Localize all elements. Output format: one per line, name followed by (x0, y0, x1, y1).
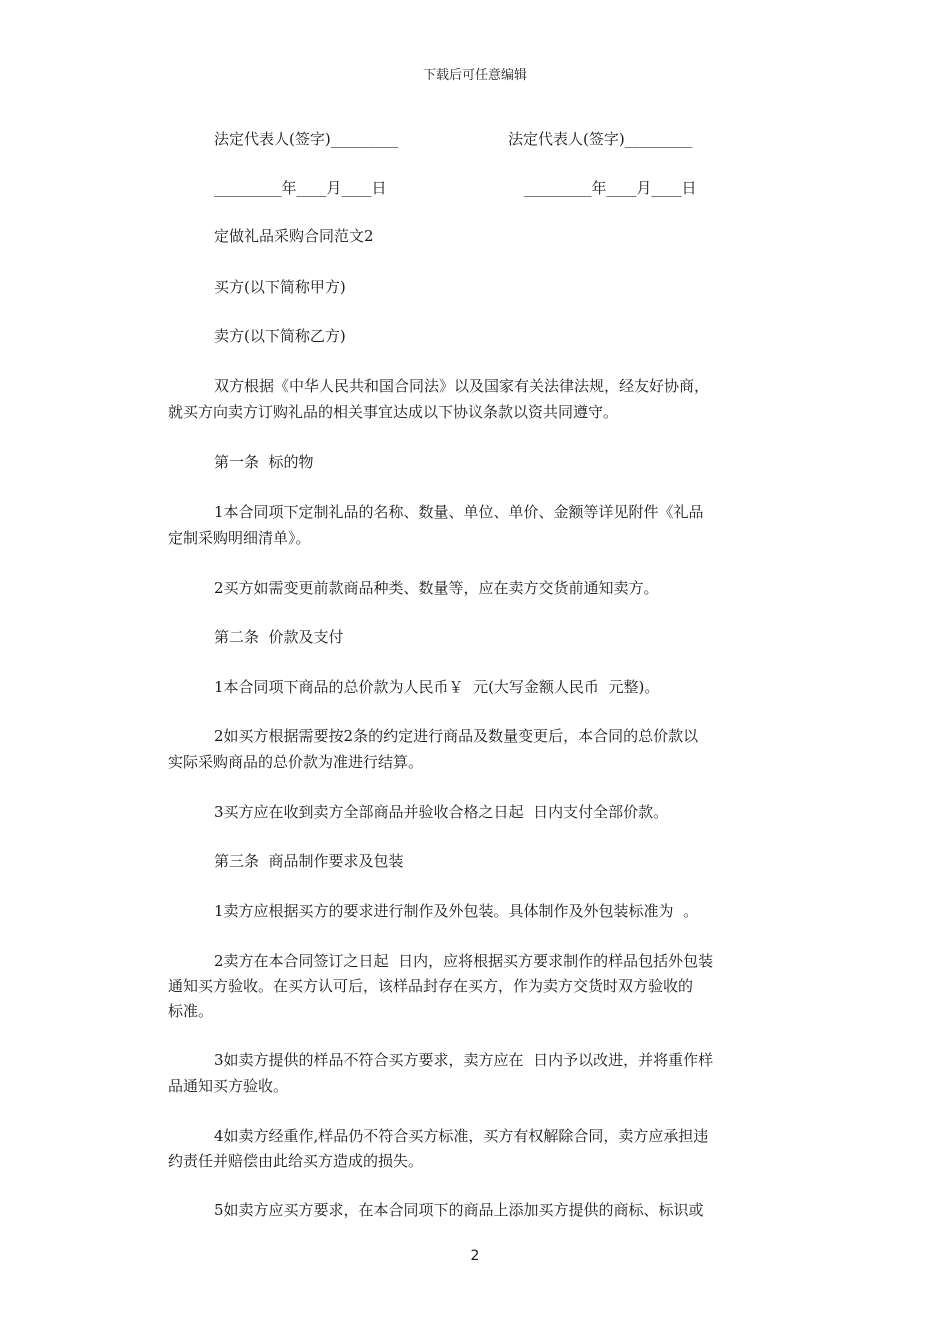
article-3-title: 第三条 商品制作要求及包装 (214, 852, 404, 870)
buyer-line: 买方(以下简称甲方) (214, 278, 346, 296)
article-3-clause-2-line-3: 标准。 (168, 1002, 214, 1020)
date-row (214, 177, 774, 199)
article-3-clause-5-line-1: 5如卖方应买方要求，在本合同项下的商品上添加买方提供的商标、标识或 (214, 1201, 704, 1219)
article-2-clause-1: 1本合同项下商品的总价款为人民币￥ 元(大写金额人民币 元整)。 (214, 678, 660, 696)
signature-row (214, 128, 774, 150)
article-3-clause-1: 1卖方应根据买方的要求进行制作及外包装。具体制作及外包装标准为 。 (214, 902, 699, 920)
seller-line: 卖方(以下简称乙方) (214, 327, 346, 345)
page-number: 2 (470, 1248, 480, 1264)
article-3-clause-3-line-2: 品通知买方验收。 (168, 1077, 289, 1095)
right-signature-date: _________年____月____日 (524, 179, 697, 197)
article-3-clause-4-line-2: 约责任并赔偿由此给买方造成的损失。 (168, 1152, 424, 1170)
article-3-clause-2-line-2: 通知买方验收。在买方认可后，该样品封存在买方，作为卖方交货时双方验收的 (168, 977, 694, 995)
article-1-clause-2: 2买方如需变更前款商品种类、数量等，应在卖方交货前通知卖方。 (214, 579, 659, 597)
article-1-clause-1-line-2: 定制采购明细清单》。 (168, 529, 311, 547)
document-header-note: 下载后可任意编辑 (422, 68, 527, 83)
article-2-clause-3: 3买方应在收到卖方全部商品并验收合格之日起 日内支付全部价款。 (214, 803, 669, 821)
right-representative-signature: 法定代表人(签字)_________ (508, 130, 693, 148)
article-2-clause-2-line-2: 实际采购商品的总价款为准进行结算。 (168, 753, 424, 771)
article-3-clause-2-line-1: 2卖方在本合同签订之日起 日内，应将根据买方要求制作的样品包括外包装 (214, 952, 714, 970)
article-1-clause-1-line-1: 1本合同项下定制礼品的名称、数量、单位、单价、金额等详见附件《礼品 (214, 503, 704, 521)
contract-title: 定做礼品采购合同范文2 (214, 227, 374, 245)
article-2-title: 第二条 价款及支付 (214, 628, 344, 646)
article-1-title: 第一条 标的物 (214, 453, 314, 471)
intro-line-1: 双方根据《中华人民共和国合同法》以及国家有关法律法规，经友好协商， (214, 377, 710, 395)
article-3-clause-3-line-1: 3如卖方提供的样品不符合买方要求，卖方应在 日内予以改进，并将重作样 (214, 1051, 714, 1069)
left-representative-signature: 法定代表人(签字)_________ (214, 130, 399, 148)
article-2-clause-2-line-1: 2如买方根据需要按2条的约定进行商品及数量变更后，本合同的总价款以 (214, 727, 699, 745)
article-3-clause-4-line-1: 4如卖方经重作,样品仍不符合买方标准，买方有权解除合同，卖方应承担违 (214, 1127, 709, 1145)
left-signature-date: _________年____月____日 (214, 179, 387, 197)
intro-line-2: 就买方向卖方订购礼品的相关事宜达成以下协议条款以资共同遵守。 (168, 403, 619, 421)
